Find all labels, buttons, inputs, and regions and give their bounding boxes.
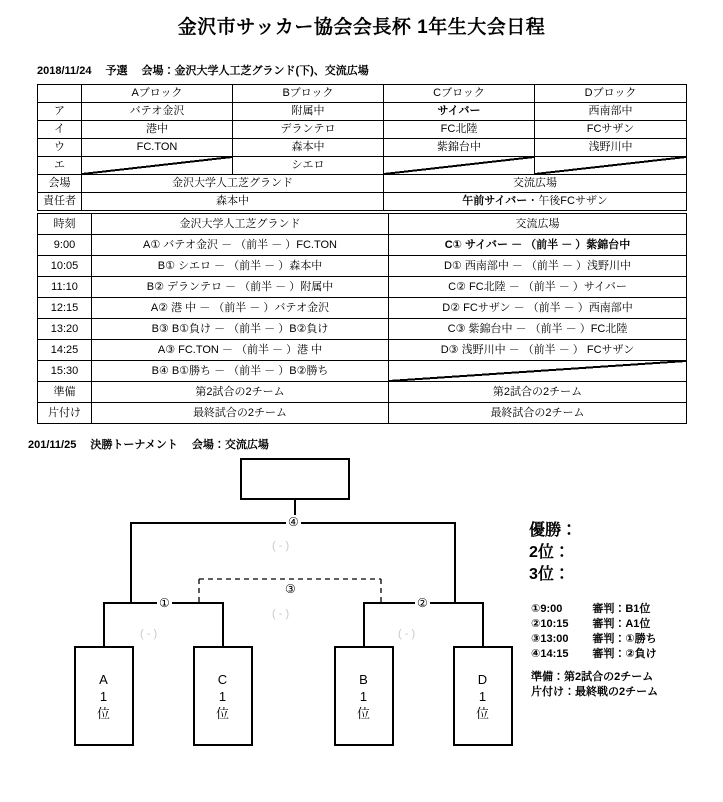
match-cell: B④ B①勝ち － （前半 － ）B②勝ち <box>92 361 389 382</box>
row-label-e: エ <box>38 157 82 175</box>
note-preparation: 準備：第2試合の2チーム <box>531 671 654 683</box>
bracket-team-box <box>74 646 134 746</box>
page-title: 金沢市サッカー協会会長杯 1年生大会日程 <box>177 17 546 38</box>
team-box-line2: 1 <box>359 688 369 704</box>
table-row <box>38 298 687 319</box>
referee-row <box>531 647 657 662</box>
match-schedule-table <box>37 213 687 424</box>
manager-row-label: 責任者 <box>38 193 82 211</box>
schedule-header-time: 時刻 <box>38 214 92 235</box>
note-cleanup: 片付け：最終戦の2チーム <box>531 686 659 698</box>
team-cell: 森本中 <box>233 139 384 157</box>
row-label-u: ウ <box>38 139 82 157</box>
table-row <box>38 277 687 298</box>
bracket-node-semifinal-right: ② <box>417 596 428 610</box>
schedule-time: 13:20 <box>38 319 92 340</box>
final-stage: 決勝トーナメント <box>90 439 178 451</box>
team-box-line2: 1 <box>218 688 228 704</box>
table-row-header <box>38 214 687 235</box>
prep-left: 第2試合の2チーム <box>92 382 389 403</box>
table-row <box>38 157 687 175</box>
score-slot-semifinal-left: ( - ) <box>140 628 158 640</box>
team-box-line3: 位 <box>475 705 490 721</box>
empty-match-cell <box>389 361 687 382</box>
manager-right-morning: 午前サイバー <box>462 195 528 207</box>
cleanup-label: 片付け <box>38 403 92 424</box>
match-cell: D① 西南部中 － （前半 － ）浅野川中 <box>389 256 687 277</box>
team-cell: FC北陸 <box>384 121 535 139</box>
table-row <box>38 340 687 361</box>
bracket-team-box <box>193 646 253 746</box>
team-cell: FCサザン <box>535 121 687 139</box>
result-second: 2位： <box>529 544 570 561</box>
match-cell: C③ 紫錦台中 － （前半 － ）FC北陸 <box>389 319 687 340</box>
preliminary-caption <box>37 62 369 78</box>
table-row-prep <box>38 382 687 403</box>
referee-node: ① <box>531 603 541 615</box>
referee-assignment-list <box>531 602 657 662</box>
referee-node: ③ <box>531 633 541 645</box>
schedule-time: 11:10 <box>38 277 92 298</box>
team-cell: サイバー <box>384 103 535 121</box>
block-assignment-table <box>37 84 687 211</box>
table-row <box>38 121 687 139</box>
referee-time: 13:00 <box>540 633 569 645</box>
schedule-time: 15:30 <box>38 361 92 382</box>
table-row <box>38 256 687 277</box>
referee-time: 9:00 <box>540 603 563 615</box>
team-cell: 紫錦台中 <box>384 139 535 157</box>
cleanup-right: 最終試合の2チーム <box>389 403 687 424</box>
block-header-corner <box>38 85 82 103</box>
team-box-line1: C <box>217 671 229 687</box>
referee-node: ④ <box>531 648 541 660</box>
preliminary-date: 2018/11/24 <box>37 65 92 77</box>
row-label-a: ア <box>38 103 82 121</box>
team-box-line3: 位 <box>96 705 111 721</box>
score-slot-semifinal-right: ( - ) <box>398 628 416 640</box>
final-notes-panel <box>531 670 658 700</box>
bracket-node-semifinal-left: ① <box>159 596 170 610</box>
match-cell: B③ B①負け － （前半 － ）B②負け <box>92 319 389 340</box>
champion-box <box>240 458 350 500</box>
final-results-panel <box>529 520 577 586</box>
bracket-node-third-place: ③ <box>285 582 296 596</box>
team-cell: 附属中 <box>233 103 384 121</box>
score-slot-third-place: ( - ) <box>272 608 290 620</box>
empty-slot-cell <box>82 157 233 175</box>
referee-text: 審判：②負け <box>592 648 657 660</box>
cleanup-left: 最終試合の2チーム <box>92 403 389 424</box>
match-cell: A① バテオ金沢 － （前半 － ）FC.TON <box>92 235 389 256</box>
match-cell: A③ FC.TON － （前半 － ）港 中 <box>92 340 389 361</box>
team-box-line2: 1 <box>478 688 488 704</box>
block-header-a: Aブロック <box>82 85 233 103</box>
final-venue: 会場：交流広場 <box>191 439 269 451</box>
match-cell: C① サイバー － （前半 － ）紫錦台中 <box>389 235 687 256</box>
prep-label: 準備 <box>38 382 92 403</box>
bracket-team-box <box>334 646 394 746</box>
final-date: 201/11/25 <box>28 439 77 451</box>
schedule-header-venue-right: 交流広場 <box>389 214 687 235</box>
referee-node: ② <box>531 618 541 630</box>
schedule-time: 10:05 <box>38 256 92 277</box>
result-champion: 優勝： <box>529 522 578 539</box>
empty-slot-cell <box>535 157 687 175</box>
bracket-team-box <box>453 646 513 746</box>
team-box-line1: D <box>477 671 489 687</box>
schedule-header-venue-left: 金沢大学人工芝グランド <box>92 214 389 235</box>
table-row-manager <box>38 193 687 211</box>
team-cell: シエロ <box>233 157 384 175</box>
team-box-line2: 1 <box>99 688 109 704</box>
referee-time: 14:15 <box>540 648 569 660</box>
schedule-time: 9:00 <box>38 235 92 256</box>
match-cell: B① シエロ － （前半 － ）森本中 <box>92 256 389 277</box>
team-cell: デランテロ <box>233 121 384 139</box>
manager-right <box>384 193 687 211</box>
match-cell: D③ 浅野川中 － （前半 － ） FCサザン <box>389 340 687 361</box>
team-box-line1: A <box>99 671 109 687</box>
schedule-time: 12:15 <box>38 298 92 319</box>
referee-row <box>531 632 657 647</box>
table-row <box>38 103 687 121</box>
bracket-node-final: ④ <box>288 515 299 529</box>
preliminary-venue: 会場：金沢大学人工芝グランド(下)、交流広場 <box>141 65 369 77</box>
schedule-time: 14:25 <box>38 340 92 361</box>
team-cell: 西南部中 <box>535 103 687 121</box>
team-box-line3: 位 <box>215 705 230 721</box>
score-slot-final: ( - ) <box>272 540 290 552</box>
match-cell: B② デランテロ － （前半 － ）附属中 <box>92 277 389 298</box>
block-header-c: Cブロック <box>384 85 535 103</box>
team-box-line1: B <box>359 671 369 687</box>
referee-row <box>531 617 657 632</box>
venue-left: 金沢大学人工芝グランド <box>82 175 384 193</box>
team-cell: 港中 <box>82 121 233 139</box>
preliminary-stage: 予選 <box>105 65 128 77</box>
match-text: C② FC北陸 － （前半 － ）サイバー <box>448 281 627 293</box>
referee-text: 審判：①勝ち <box>592 633 657 645</box>
team-cell: 浅野川中 <box>535 139 687 157</box>
table-row-venue <box>38 175 687 193</box>
referee-text: 審判：A1位 <box>592 618 651 630</box>
row-label-i: イ <box>38 121 82 139</box>
match-cell <box>389 277 687 298</box>
table-row <box>38 139 687 157</box>
venue-right: 交流広場 <box>384 175 687 193</box>
table-row <box>38 235 687 256</box>
empty-slot-cell <box>384 157 535 175</box>
team-cell: FC.TON <box>82 139 233 157</box>
table-row <box>38 319 687 340</box>
table-row <box>38 361 687 382</box>
team-cell: バテオ金沢 <box>82 103 233 121</box>
match-cell: A② 港 中 － （前半 － ）バテオ金沢 <box>92 298 389 319</box>
table-row-cleanup <box>38 403 687 424</box>
table-row-header <box>38 85 687 103</box>
block-header-d: Dブロック <box>535 85 687 103</box>
manager-right-afternoon: ・午後FCサザン <box>527 195 608 207</box>
match-cell: D② FCサザン － （前半 － ）西南部中 <box>389 298 687 319</box>
referee-time: 10:15 <box>540 618 569 630</box>
referee-text: 審判：B1位 <box>592 603 651 615</box>
venue-row-label: 会場 <box>38 175 82 193</box>
block-header-b: Bブロック <box>233 85 384 103</box>
manager-left: 森本中 <box>82 193 384 211</box>
result-third: 3位： <box>529 566 570 583</box>
prep-right: 第2試合の2チーム <box>389 382 687 403</box>
team-box-line3: 位 <box>356 705 371 721</box>
referee-row <box>531 602 657 617</box>
